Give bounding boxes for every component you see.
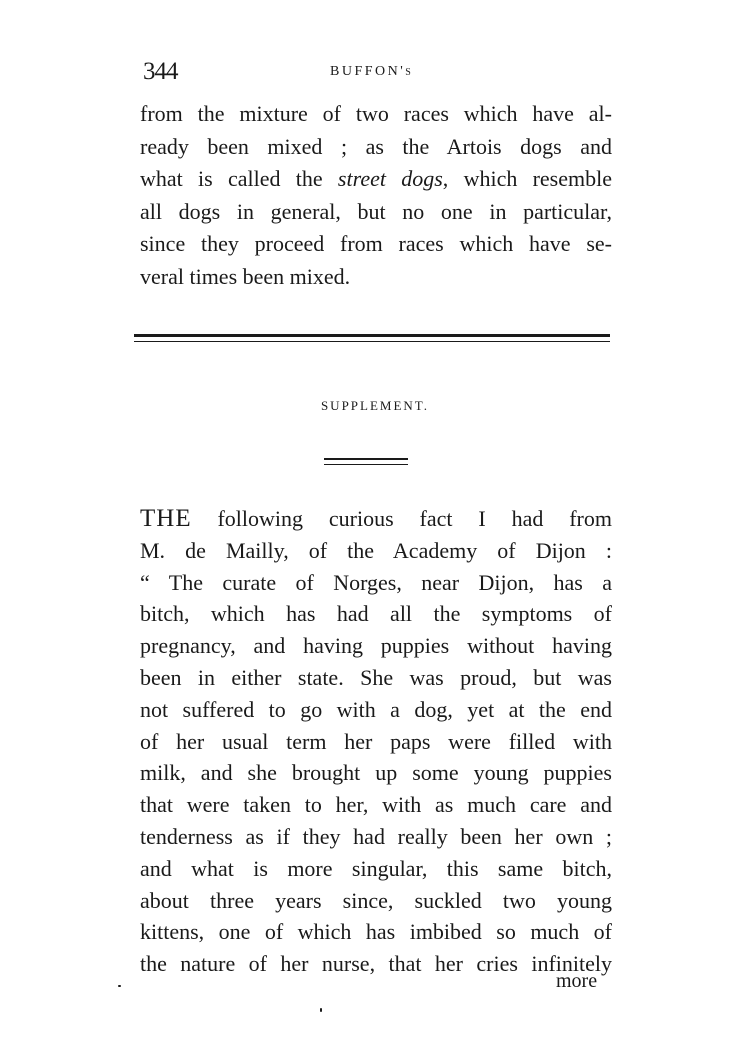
- text-line: [140, 163, 612, 196]
- running-head: BUFFON's: [330, 64, 414, 79]
- page-header: [140, 58, 610, 88]
- page-number: 344: [143, 58, 178, 85]
- section-divider-rule: [134, 334, 610, 337]
- text-segment: , which resemble: [442, 166, 612, 192]
- text-line: not suffered to go with a dog, yet at the end: [140, 696, 612, 722]
- text-line: that were taken to her, with as much care and: [140, 792, 612, 818]
- text-line: all dogs in general, but no one in particular,: [140, 198, 612, 224]
- section-title: SUPPLEMENT.: [320, 398, 430, 413]
- ornament-rule-thin: [324, 464, 408, 465]
- text-line: ready been mixed ; as the Artois dogs and: [140, 133, 612, 159]
- text-line: milk, and she brought up some young puppies: [140, 760, 612, 786]
- ink-speck: [320, 1008, 322, 1012]
- text-line: since they proceed from races which have se-: [140, 231, 612, 257]
- ornament-rule: [324, 458, 408, 460]
- text-line: tenderness as if they had really been her own ;: [140, 823, 612, 849]
- italic-term: street dogs: [337, 166, 443, 192]
- text-line: from the mixture of two races which have al-: [140, 101, 612, 126]
- catchword: more: [556, 970, 598, 992]
- paragraph-continued: [140, 98, 612, 294]
- section-divider-rule-thin: [134, 341, 610, 342]
- text-line: “ The curate of Norges, near Dijon, has a: [140, 569, 612, 595]
- text-line: veral times been mixed.: [140, 263, 351, 289]
- text-line: M. de Mailly, of the Academy of Dijon :: [140, 537, 612, 563]
- text-line: [140, 503, 612, 535]
- text-segment: what is called the: [140, 166, 338, 192]
- text-segment: following curious fact I had from: [191, 506, 612, 531]
- text-line: bitch, which has had all the symptoms of: [140, 601, 612, 627]
- text-line: and what is more singular, this same bitch,: [140, 855, 612, 881]
- text-line: been in either state. She was proud, but was: [140, 664, 612, 690]
- text-line: the nature of her nurse, that her cries infinitely: [140, 951, 612, 977]
- paragraph-supplement: [140, 503, 612, 980]
- lead-word: THE: [140, 505, 192, 532]
- text-line: of her usual term her paps were filled with: [140, 728, 612, 754]
- text-line: about three years since, suckled two young: [140, 887, 612, 913]
- ink-speck: [118, 985, 121, 987]
- text-line: pregnancy, and having puppies without having: [140, 633, 612, 659]
- text-line: kittens, one of which has imbibed so much of: [140, 919, 612, 945]
